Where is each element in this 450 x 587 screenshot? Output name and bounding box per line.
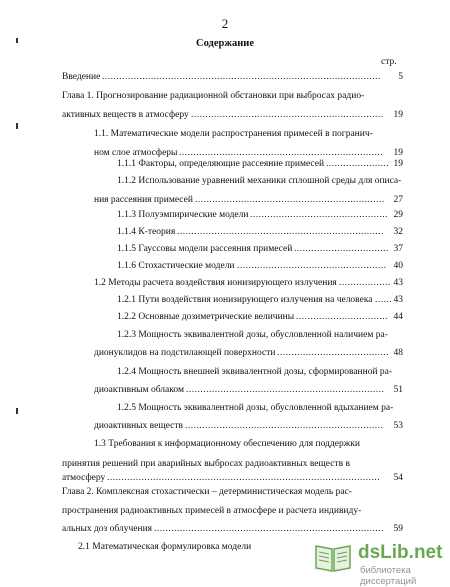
toc-entry-text: диоактивных веществ bbox=[94, 421, 183, 431]
toc-entry-text: диоактивным облаком bbox=[94, 385, 184, 395]
toc-entry-text: атмосферу bbox=[62, 473, 106, 483]
toc-entry-page: 59 bbox=[393, 524, 403, 534]
toc-dot-leader: .................................................................. bbox=[195, 195, 385, 205]
toc-dot-leader: .................. bbox=[339, 278, 391, 288]
toc-entry bbox=[0, 259, 450, 273]
toc-entry bbox=[0, 70, 450, 84]
toc-entry-text: принятия решений при аварийных выбросах радиоактивных веществ в bbox=[62, 459, 350, 469]
toc-entry-page: 32 bbox=[393, 227, 403, 237]
toc-entry-text: активных веществ в атмосферу bbox=[62, 110, 189, 120]
toc-dot-leader: ..................................................................... bbox=[186, 385, 385, 395]
toc-entry-text: 1.2 Методы расчета воздействия ионизирующего излучения bbox=[94, 278, 337, 288]
toc-dot-leader: ..................................................................... bbox=[185, 421, 384, 431]
toc-entry-text: 2.1 Математическая формулировка модели bbox=[78, 542, 252, 552]
toc-entry bbox=[0, 310, 450, 324]
toc-entry-text: 1.2.4 Мощность внешней эквивалентной дозы, сформированной ра- bbox=[117, 367, 393, 377]
toc-entry-text: 1.1. Математические модели распространения примесей в погранич- bbox=[94, 129, 373, 139]
toc-dot-leader: ........................................................................ bbox=[177, 227, 384, 237]
toc-entry-page: 19 bbox=[393, 110, 403, 120]
toc-dot-leader: ...................... bbox=[326, 159, 390, 169]
toc-entry bbox=[0, 485, 450, 499]
toc-entry bbox=[0, 365, 450, 379]
toc-dot-leader: ................................................................................................. bbox=[102, 72, 381, 82]
toc-entry-text: 1.1.6 Стохастические модели bbox=[117, 261, 235, 271]
toc-entry bbox=[0, 193, 450, 207]
toc-entry bbox=[0, 127, 450, 141]
toc-entry-text: ния рассеяния примесей bbox=[94, 195, 193, 205]
toc-entry-page: 27 bbox=[393, 195, 403, 205]
toc-dot-leader: ....................................... bbox=[277, 348, 390, 358]
toc-entry bbox=[0, 328, 450, 342]
document-title: Содержание bbox=[196, 38, 254, 49]
toc-entry bbox=[0, 437, 450, 451]
toc-dot-leader: .................................................... bbox=[237, 261, 387, 271]
toc-entry-text: пространения радиоактивных примесей в атмосфере и расчета индивиду- bbox=[62, 506, 362, 516]
toc-entry-page: 43 bbox=[393, 295, 403, 305]
toc-entry bbox=[0, 471, 450, 485]
toc-entry-text: 1.1.1 Факторы, определяющие рассеяние примесей bbox=[117, 159, 325, 169]
toc-dot-leader: ................................. bbox=[294, 244, 389, 254]
margin-mark bbox=[16, 38, 18, 43]
toc-entry-page: 43 bbox=[393, 278, 403, 288]
toc-entry-text: 1.2.3 Мощность эквивалентной дозы, обусловленной наличием ра- bbox=[117, 330, 388, 340]
toc-entry bbox=[0, 346, 450, 360]
toc-dot-leader: ...... bbox=[375, 295, 393, 305]
toc-entry-page: 29 bbox=[393, 210, 403, 220]
toc-dot-leader: ....................................................................... bbox=[179, 148, 384, 158]
toc-entry-page: 40 bbox=[393, 261, 403, 271]
toc-entry-text: 1.1.5 Гауссовы модели рассеяния примесей bbox=[117, 244, 293, 254]
page-column-label: стр. bbox=[381, 57, 397, 67]
toc-entry-page: 37 bbox=[393, 244, 403, 254]
watermark bbox=[312, 538, 450, 587]
toc-entry-text: Глава 2. Комплексная стохастически – детерминистическая модель рас- bbox=[62, 487, 352, 497]
toc-entry-text: Введение bbox=[62, 72, 101, 82]
toc-entry-text: ном слое атмосферы bbox=[94, 148, 178, 158]
toc-entry-text: 1.1.3 Полуэмпирические модели bbox=[117, 210, 249, 220]
toc-dot-leader: ............................................................................................... bbox=[107, 473, 381, 483]
toc-entry-text: альных доз облучения bbox=[62, 524, 153, 534]
toc-entry bbox=[0, 157, 450, 171]
toc-entry-page: 48 bbox=[393, 348, 403, 358]
toc-entry-text: 1.1.4 К-теория bbox=[117, 227, 176, 237]
toc-entry bbox=[0, 276, 450, 290]
toc-entry bbox=[0, 89, 450, 103]
toc-entry-page: 19 bbox=[393, 148, 403, 158]
toc-entry bbox=[0, 208, 450, 222]
toc-entry-page: 53 bbox=[393, 421, 403, 431]
margin-mark bbox=[16, 123, 18, 129]
toc-entry bbox=[0, 174, 450, 188]
toc-entry-text: 1.2.2 Основные дозиметрические величины bbox=[117, 312, 295, 322]
toc-dot-leader: ................................................ bbox=[250, 210, 388, 220]
toc-entry-page: 54 bbox=[393, 473, 403, 483]
toc-entry bbox=[0, 383, 450, 397]
margin-mark bbox=[16, 408, 18, 414]
toc-dot-leader: ................................................................................ bbox=[154, 524, 384, 534]
toc-entry-page: 19 bbox=[393, 159, 403, 169]
toc-entry-text: 1.3 Требования к информационному обеспечению для поддержки bbox=[94, 439, 360, 449]
toc-entry-text: 1.1.2 Использование уравнений механики сплошной среды для опиcа- bbox=[117, 176, 402, 186]
toc-entry bbox=[0, 401, 450, 415]
toc-entry bbox=[0, 242, 450, 256]
toc-entry-page: 5 bbox=[398, 72, 403, 82]
toc-entry bbox=[0, 293, 450, 307]
toc-entry-page: 44 bbox=[393, 312, 403, 322]
dslib-logo-icon bbox=[312, 540, 354, 574]
toc-entry-page: 51 bbox=[393, 385, 403, 395]
watermark-site[interactable]: dsLib.net bbox=[358, 542, 443, 563]
toc-entry bbox=[0, 225, 450, 239]
toc-entry-text: 1.2.5 Мощность эквивалентной дозы, обусловленной вдыханием ра- bbox=[117, 403, 394, 413]
toc-entry bbox=[0, 419, 450, 433]
toc-dot-leader: ................................................................... bbox=[191, 110, 384, 120]
toc-entry-text: Глава 1. Прогнозирование радиационной обстановки при выбросах радио- bbox=[62, 91, 365, 101]
toc-entry-text: дионуклидов на подстилающей поверхности bbox=[94, 348, 276, 358]
toc-entry bbox=[0, 108, 450, 122]
toc-entry bbox=[0, 457, 450, 471]
toc-entry bbox=[0, 522, 450, 536]
toc-dot-leader: ................................ bbox=[296, 312, 388, 322]
watermark-subtitle: библиотека диссертаций bbox=[360, 565, 417, 587]
toc-entry-text: 1.2.1 Пути воздействия ионизирующего излучения на человека bbox=[117, 295, 373, 305]
page-number: 2 bbox=[221, 16, 229, 31]
toc-entry bbox=[0, 504, 450, 518]
